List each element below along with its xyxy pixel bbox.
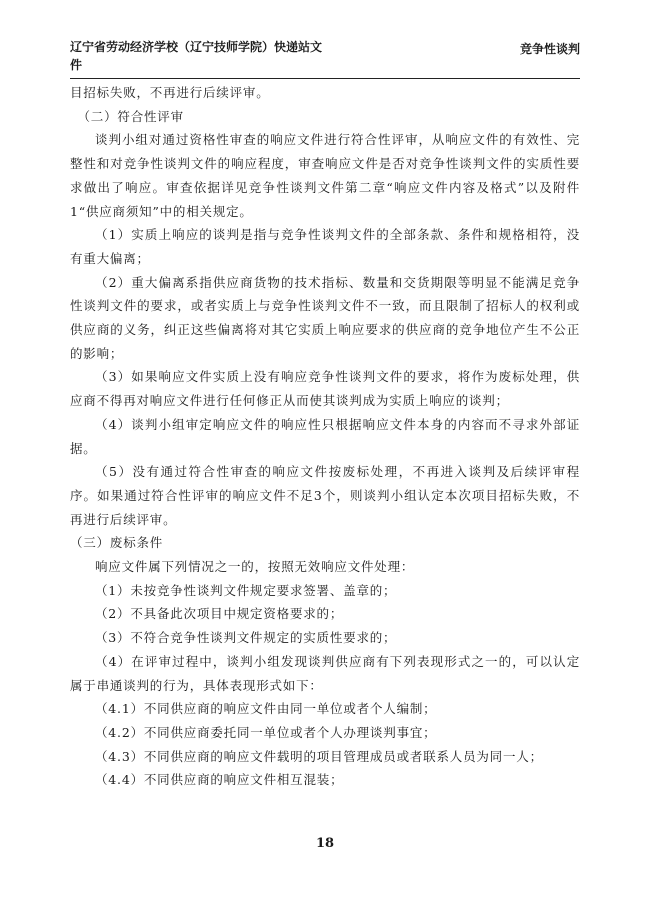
- list-item: （4）在评审过程中，谈判小组发现谈判供应商有下列表现形式之一的，可以认定属于串通谈判的行为，具体表现形式如下：: [70, 653, 580, 693]
- list-item: （3）如果响应文件实质上没有响应竞争性谈判文件的要求，将作为废标处理，供应商不得再对响应文件进行任何修正从而使其谈判成为实质上响应的谈判；: [70, 369, 580, 409]
- section-heading: （三）废标条件: [70, 535, 164, 551]
- paragraph: 响应文件属下列情况之一的，按照无效响应文件处理：: [95, 559, 415, 575]
- header-doc-type: 竞争性谈判: [519, 42, 580, 56]
- page-number: 18: [315, 836, 335, 851]
- document-body: [70, 81, 580, 792]
- list-item: （4）谈判小组审定响应文件的响应性只根据响应文件本身的内容而不寻求外部证据。: [70, 416, 580, 456]
- section-heading: （二）符合性评审: [77, 108, 184, 124]
- list-item: （4.2）不同供应商委托同一单位或者个人办理谈判事宜；: [95, 724, 437, 740]
- list-item: （1）实质上响应的谈判是指与竞争性谈判文件的全部条款、条件和规格相符，没有重大偏离；: [70, 227, 580, 266]
- list-item: （2）重大偏离系指供应商货物的技术指标、数量和交货期限等明显不能满足竞争性谈判文件的要求，或者实质上与竞争性谈判文件不一致，而且限制了招标人的权利或供应商的义务，纠正这些偏离将对其它实质上响应要求的供应商的竞争地位产生不公正的影响；: [70, 274, 580, 361]
- header-org-name: 辽宁省劳动经济学校（辽宁技师学院）快递站文件: [70, 40, 323, 72]
- paragraph: 目招标失败，不再进行后续评审。: [70, 85, 270, 100]
- list-item: （5）没有通过符合性审查的响应文件按废标处理，不再进入谈判及后续评审程序。如果通过符合性评审的响应文件不足3个，则谈判小组认定本次项目招标失败，不再进行后续评审。: [70, 464, 580, 527]
- list-item: （4.3）不同供应商的响应文件载明的项目管理成员或者联系人员为同一人；: [95, 748, 543, 764]
- list-item: （4.1）不同供应商的响应文件由同一单位或者个人编制；: [95, 701, 437, 717]
- list-item: （2）不具备此次项目中规定资格要求的；: [95, 606, 344, 622]
- page-header: [70, 38, 580, 79]
- paragraph: 谈判小组对通过资格性审查的响应文件进行符合性评审，从响应文件的有效性、完整性和对竞争性谈判文件的响应程度，审查响应文件是否对竞争性谈判文件的实质性要求做出了响应。审查依据详见竞争性谈判文件第二章“响应文件内容及格式”以及附件1“供应商须知”中的相关规定。: [70, 132, 580, 219]
- list-item: （1）未按竞争性谈判文件规定要求签署、盖章的；: [95, 582, 397, 598]
- list-item: （3）不符合竞争性谈判文件规定的实质性要求的；: [95, 630, 397, 646]
- list-item: （4.4）不同供应商的响应文件相互混装；: [95, 772, 344, 788]
